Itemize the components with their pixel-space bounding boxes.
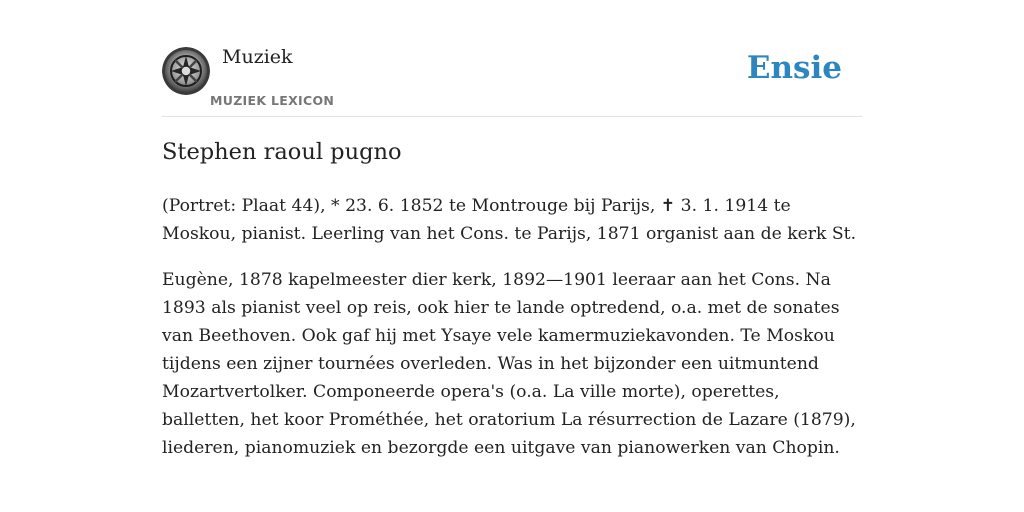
source-header (162, 44, 862, 117)
entry-paragraph: (Portret: Plaat 44), * 23. 6. 1852 te Montrouge bij Parijs, ✝ 3. 1. 1914 te Moskou, pianist. Leerling van het Cons. te Parijs, 1871 organist aan de kerk St. (162, 196, 857, 244)
entry-paragraph: Eugène, 1878 kapelmeester dier kerk, 1892—1901 leeraar aan het Cons. Na 1893 als pianist veel op reis, ook hier te lande optredend, o.a. met de sonates van Beethoven. Ook gaf hij met Ysaye vele kamermuziekavonden. Te Moskou tijdens een zijner tournées overleden. Was in het bijzonder een uitmuntend Mozartvertolker. Componeerde opera's (o.a. La ville morte), operettes, balletten, het koor Prométhée, het oratorium La résurrection de Lazare (1879), liederen, pianomuziek en bezorgde een uitgave van pianowerken van Chopin. (162, 270, 856, 458)
ornament-seal-icon (162, 47, 210, 95)
source-avatar[interactable] (162, 47, 210, 95)
source-title-link[interactable]: Muziek (222, 46, 293, 68)
entry-title: Stephen raoul pugno (162, 139, 402, 165)
ensie-logo-link[interactable]: Ensie (746, 50, 842, 86)
source-subtitle: MUZIEK LEXICON (210, 93, 335, 108)
entry-body (162, 192, 862, 480)
